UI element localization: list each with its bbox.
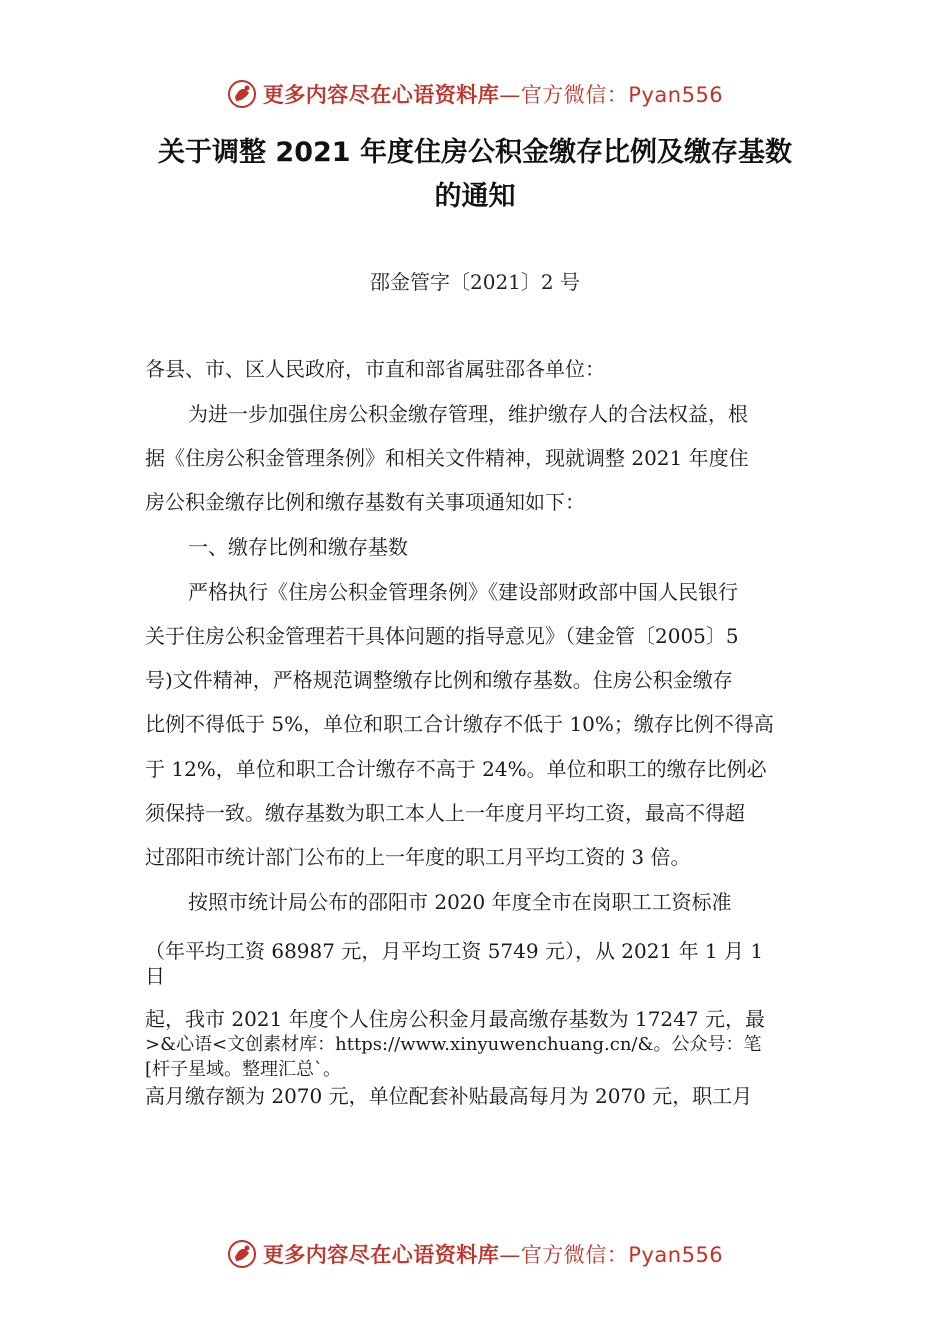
body-line: 于 12%，单位和职工合计缴存不高于 24%。单位和职工的缴存比例必 bbox=[145, 757, 767, 781]
body-line: 日 bbox=[145, 964, 165, 988]
document-number: 邵金管字〔2021〕2 号 bbox=[370, 270, 580, 294]
body-line: 按照市统计局公布的邵阳市 2020 年度全市在岗职工工资标准 bbox=[188, 890, 732, 914]
body-line: 据《住房公积金管理条例》和相关文件精神，现就调整 2021 年度住 bbox=[145, 446, 749, 470]
body-line: 过邵阳市统计部门公布的上一年度的职工月平均工资的 3 倍。 bbox=[145, 845, 691, 869]
banner-main-text: 更多内容尽在心语资料库 bbox=[262, 1243, 500, 1267]
addressee-line: 各县、市、区人民政府，市直和部省属驻邵各单位： bbox=[145, 357, 605, 381]
body-line: 严格执行《住房公积金管理条例》《建设部财政部中国人民银行 bbox=[188, 580, 738, 604]
body-line: 关于住房公积金管理若干具体问题的指导意见》（建金管〔2005〕5 bbox=[145, 624, 739, 648]
body-line: 房公积金缴存比例和缴存基数有关事项通知如下： bbox=[145, 490, 585, 514]
banner-wechat-text: —官方微信：Pyan556 bbox=[499, 83, 724, 107]
body-line: 为进一步加强住房公积金缴存管理，维护缴存人的合法权益，根 bbox=[188, 402, 748, 426]
body-line: 高月缴存额为 2070 元，单位配套补贴最高每月为 2070 元，职工月 bbox=[145, 1084, 753, 1108]
banner-wechat-text: —官方微信：Pyan556 bbox=[499, 1243, 724, 1267]
seal-logo-icon bbox=[227, 79, 257, 109]
body-line: 比例不得低于 5%，单位和职工合计缴存不低于 10%；缴存比例不得高 bbox=[145, 712, 774, 736]
body-line: 起，我市 2021 年度个人住房公积金月最高缴存基数为 17247 元，最 bbox=[145, 1007, 765, 1031]
footer-banner bbox=[0, 1234, 950, 1274]
watermark-line: >&心语<文创素材库：https://www.xinyuwenchuang.cn/&。公众号：笔 bbox=[145, 1034, 762, 1055]
body-line: 须保持一致。缴存基数为职工本人上一年度月平均工资，最高不得超 bbox=[145, 801, 745, 825]
body-line: 号)文件精神，严格规范调整缴存比例和缴存基数。住房公积金缴存 bbox=[145, 668, 733, 692]
body-line: （年平均工资 68987 元，月平均工资 5749 元），从 2021 年 1 月 1 bbox=[145, 939, 764, 963]
section-heading: 一、缴存比例和缴存基数 bbox=[188, 535, 408, 559]
seal-logo-icon bbox=[227, 1239, 257, 1269]
header-banner bbox=[0, 74, 950, 114]
page-title-line-2: 的通知 bbox=[434, 181, 516, 212]
page-title-line-1: 关于调整 2021 年度住房公积金缴存比例及缴存基数 bbox=[158, 137, 792, 168]
banner-main-text: 更多内容尽在心语资料库 bbox=[262, 83, 500, 107]
watermark-line: [杆子星域。整理汇总`。 bbox=[145, 1059, 342, 1080]
